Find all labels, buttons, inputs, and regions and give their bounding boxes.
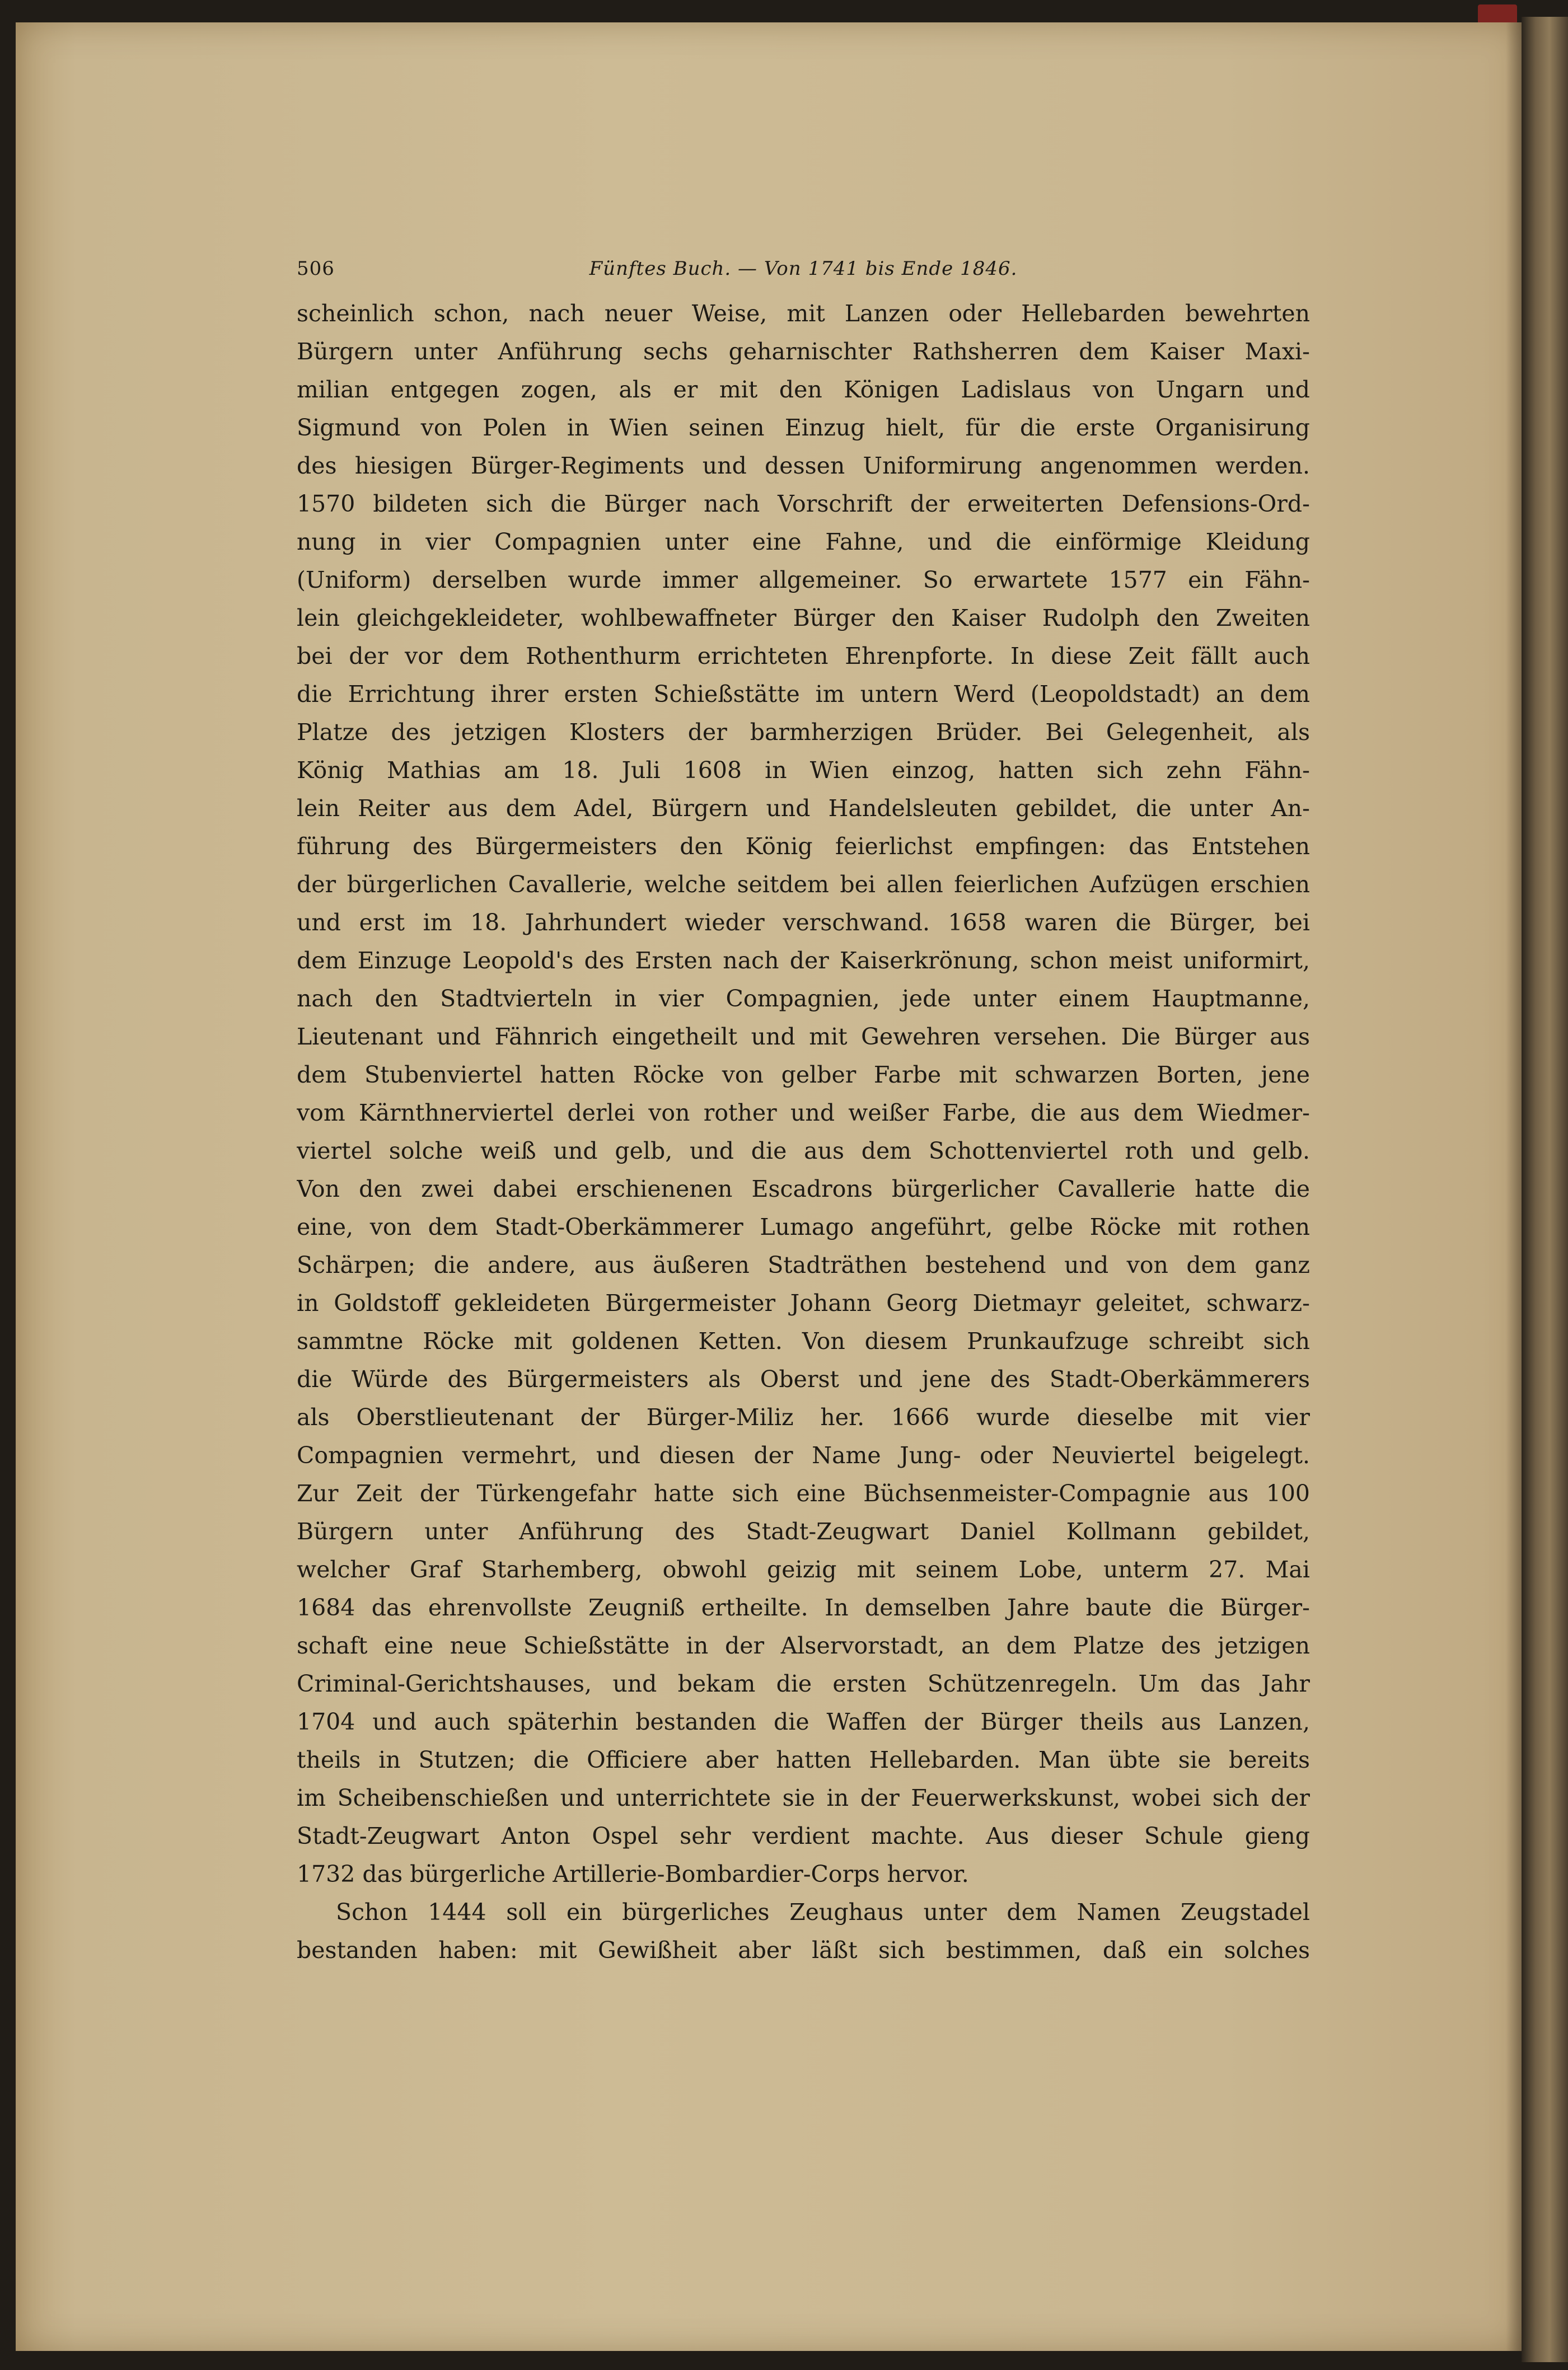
page-header bbox=[297, 257, 1310, 290]
text-line: dem Einzuge Leopold's des Ersten nach der Kaiserkrönung, schon meist uniformirt, bbox=[297, 947, 1310, 974]
text-line: bestanden haben: mit Gewißheit aber läßt sich bestimmen, daß ein solches bbox=[297, 1937, 1310, 1964]
text-line: Bürgern unter Anführung sechs geharnischter Rathsherren dem Kaiser Maxi- bbox=[297, 338, 1310, 365]
next-page-edge bbox=[1522, 17, 1568, 2362]
text-line: 1684 das ehrenvollste Zeugniß ertheilte. In demselben Jahre baute die Bürger- bbox=[297, 1594, 1310, 1621]
text-line: sammtne Röcke mit goldenen Ketten. Von diesem Prunkaufzuge schreibt sich bbox=[297, 1328, 1310, 1355]
text-line: scheinlich schon, nach neuer Weise, mit Lanzen oder Hellebarden bewehrten bbox=[297, 300, 1310, 327]
paragraph bbox=[297, 1893, 1310, 1969]
text-line: des hiesigen Bürger-Regiments und dessen Uniformirung angenommen werden. bbox=[297, 452, 1310, 479]
text-line: eine, von dem Stadt-Oberkämmerer Lumago angeführt, gelbe Röcke mit rothen bbox=[297, 1214, 1310, 1240]
text-line: (Uniform) derselben wurde immer allgemeiner. So erwartete 1577 ein Fähn- bbox=[297, 566, 1310, 593]
running-title: Fünftes Buch. — Von 1741 bis Ende 1846. bbox=[589, 257, 1018, 280]
text-line: Platze des jetzigen Klosters der barmherzigen Brüder. Bei Gelegenheit, als bbox=[297, 719, 1310, 746]
text-line: die Errichtung ihrer ersten Schießstätte im untern Werd (Leopoldstadt) an dem bbox=[297, 681, 1310, 708]
text-line: theils in Stutzen; die Officiere aber hatten Hellebarden. Man übte sie bereits bbox=[297, 1746, 1310, 1773]
text-line: König Mathias am 18. Juli 1608 in Wien einzog, hatten sich zehn Fähn- bbox=[297, 757, 1310, 784]
text-line: 1570 bildeten sich die Bürger nach Vorschrift der erweiterten Defensions-Ord- bbox=[297, 490, 1310, 517]
text-line: Bürgern unter Anführung des Stadt-Zeugwart Daniel Kollmann gebildet, bbox=[297, 1518, 1310, 1545]
text-block bbox=[297, 257, 1310, 1969]
text-line: und erst im 18. Jahrhundert wieder verschwand. 1658 waren die Bürger, bei bbox=[297, 909, 1310, 936]
body-text bbox=[297, 294, 1310, 1969]
text-line: als Oberstlieutenant der Bürger-Miliz her. 1666 wurde dieselbe mit vier bbox=[297, 1404, 1310, 1431]
text-line: Von den zwei dabei erschienenen Escadrons bürgerlicher Cavallerie hatte die bbox=[297, 1175, 1310, 1202]
text-line: Criminal-Gerichtshauses, und bekam die ersten Schützenregeln. Um das Jahr bbox=[297, 1670, 1310, 1697]
text-line: nach den Stadtvierteln in vier Compagnien, jede unter einem Hauptmanne, bbox=[297, 985, 1310, 1012]
text-line: führung des Bürgermeisters den König feierlichst empfingen: das Entstehen bbox=[297, 833, 1310, 860]
text-line: Compagnien vermehrt, und diesen der Name Jung- oder Neuviertel beigelegt. bbox=[297, 1442, 1310, 1469]
text-line: die Würde des Bürgermeisters als Oberst und jene des Stadt-Oberkämmerers bbox=[297, 1366, 1310, 1393]
text-line: nung in vier Compagnien unter eine Fahne, und die einförmige Kleidung bbox=[297, 528, 1310, 555]
text-line: Stadt-Zeugwart Anton Ospel sehr verdient machte. Aus dieser Schule gieng bbox=[297, 1823, 1310, 1849]
text-line: welcher Graf Starhemberg, obwohl geizig mit seinem Lobe, unterm 27. Mai bbox=[297, 1556, 1310, 1583]
text-line: Lieutenant und Fähnrich eingetheilt und mit Gewehren versehen. Die Bürger aus bbox=[297, 1023, 1310, 1050]
text-line: Zur Zeit der Türkengefahr hatte sich eine Büchsenmeister-Compagnie aus 100 bbox=[297, 1480, 1310, 1507]
text-line: lein gleichgekleideter, wohlbewaffneter Bürger den Kaiser Rudolph den Zweiten bbox=[297, 605, 1310, 631]
text-line: milian entgegen zogen, als er mit den Königen Ladislaus von Ungarn und bbox=[297, 376, 1310, 403]
text-line: in Goldstoff gekleideten Bürgermeister Johann Georg Dietmayr geleitet, schwarz- bbox=[297, 1290, 1310, 1317]
text-line: vom Kärnthnerviertel derlei von rother und weißer Farbe, die aus dem Wiedmer- bbox=[297, 1099, 1310, 1126]
text-line: dem Stubenviertel hatten Röcke von gelber Farbe mit schwarzen Borten, jene bbox=[297, 1061, 1310, 1088]
page-number: 506 bbox=[297, 257, 335, 280]
text-line: im Scheibenschießen und unterrichtete sie in der Feuerwerkskunst, wobei sich der bbox=[297, 1784, 1310, 1811]
text-line: viertel solche weiß und gelb, und die aus dem Schottenviertel roth und gelb. bbox=[297, 1137, 1310, 1164]
text-line: der bürgerlichen Cavallerie, welche seitdem bei allen feierlichen Aufzügen erschien bbox=[297, 871, 1310, 898]
text-line: Sigmund von Polen in Wien seinen Einzug hielt, für die erste Organisirung bbox=[297, 414, 1310, 441]
text-line: bei der vor dem Rothenthurm errichteten Ehrenpforte. In diese Zeit fällt auch bbox=[297, 643, 1310, 669]
text-line: Schärpen; die andere, aus äußeren Stadträthen bestehend und von dem ganz bbox=[297, 1252, 1310, 1278]
text-line: 1732 das bürgerliche Artillerie-Bombardier-Corps hervor. bbox=[297, 1861, 969, 1887]
text-line: schaft eine neue Schießstätte in der Alservorstadt, an dem Platze des jetzigen bbox=[297, 1632, 1310, 1659]
paragraph bbox=[297, 294, 1310, 1893]
text-line: lein Reiter aus dem Adel, Bürgern und Handelsleuten gebildet, die unter An- bbox=[297, 795, 1310, 822]
text-line: Schon 1444 soll ein bürgerliches Zeughaus unter dem Namen Zeugstadel bbox=[336, 1899, 1310, 1926]
text-line: 1704 und auch späterhin bestanden die Waffen der Bürger theils aus Lanzen, bbox=[297, 1708, 1310, 1735]
